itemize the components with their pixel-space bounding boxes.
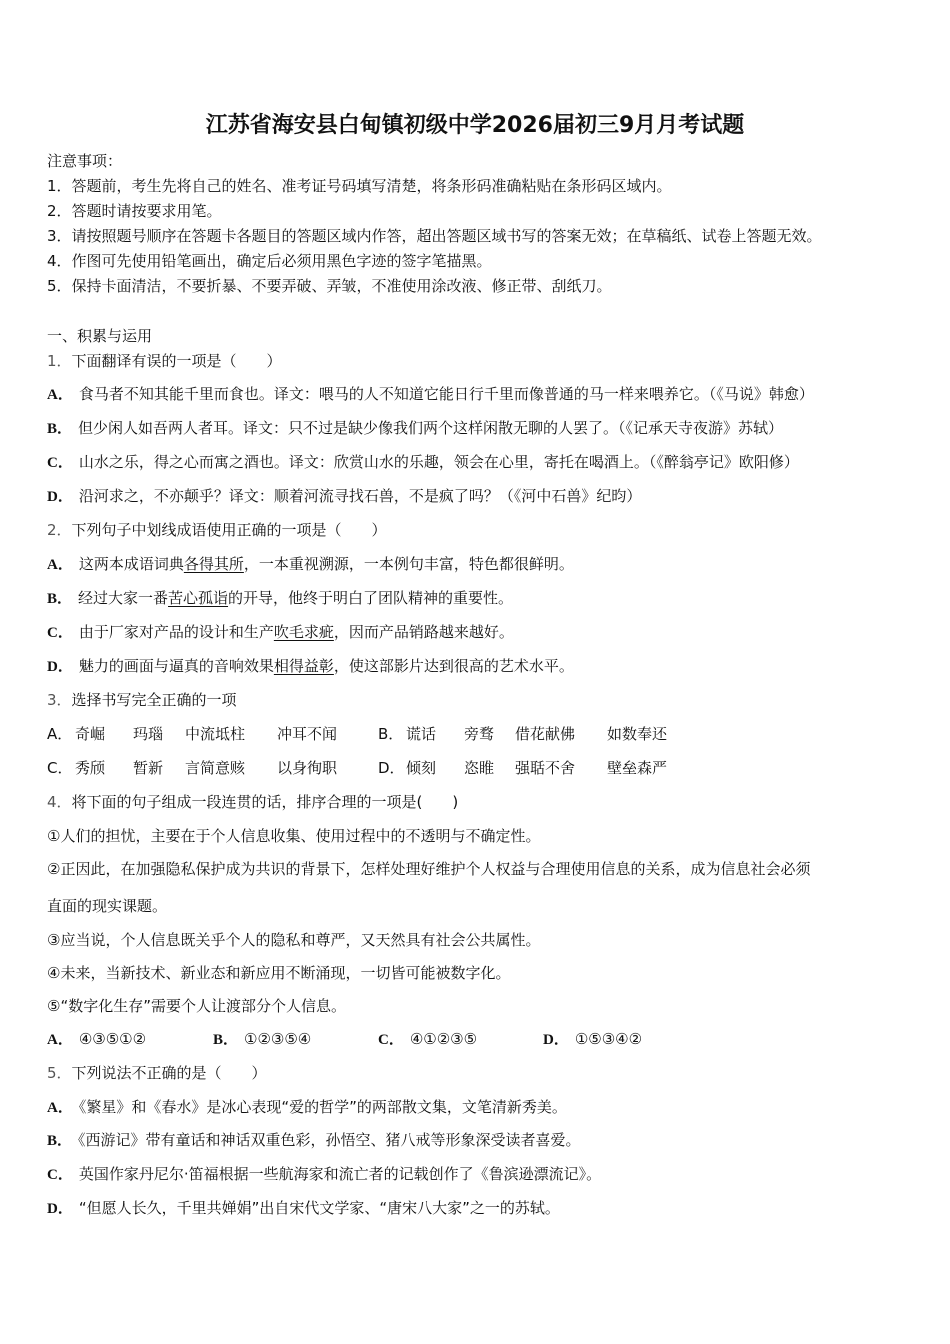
question-5-option-a — [47, 1097, 567, 1118]
question-3-stem — [47, 690, 237, 710]
question-4-option-c — [378, 1029, 477, 1050]
option-word: 中流坻柱 — [185, 725, 246, 743]
question-text: 将下面的句子组成一段连贯的话，排序合理的一项是( ) — [71, 793, 459, 811]
underlined-idiom: 苦心孤诣 — [168, 589, 229, 607]
option-word: 壁垒森严 — [607, 759, 668, 777]
underlined-idiom: 各得其所 — [183, 555, 244, 573]
question-1-option-c — [47, 452, 799, 473]
option-label: A． — [47, 387, 73, 403]
option-label: C． — [47, 1167, 73, 1183]
option-text: ①⑤③④② — [574, 1030, 643, 1048]
question-text: 下列句子中划线成语使用正确的一项是（ ） — [71, 521, 387, 539]
question-2-option-a — [47, 554, 574, 575]
question-4-option-a — [47, 1029, 146, 1050]
notes-heading: 注意事项： — [47, 152, 123, 170]
option-text: 但少闲人如吾两人者耳。译文：只不过是缺少像我们两个这样闲散无聊的人罢了。（《记承天寺夜游》苏轼） — [78, 419, 784, 437]
question-number: 1． — [47, 352, 72, 370]
option-text: 这两本成语词典 — [78, 555, 184, 573]
option-label: D． — [543, 1032, 569, 1048]
question-number: 2． — [47, 521, 72, 539]
question-3-option-a-label: A． — [47, 725, 73, 743]
question-3-option-b-label: B． — [378, 725, 404, 743]
sentence: ⑤“数字化生存”需要个人让渡部分个人信息。 — [47, 997, 346, 1015]
option-text: 由于厂家对产品的设计和生产 — [78, 623, 274, 641]
note-item: 4．作图可先使用铅笔画出，确定后必须用黑色字迹的签字笔描黑。 — [47, 252, 492, 270]
question-2-option-b — [47, 588, 513, 609]
option-word: 言简意赅 — [185, 759, 246, 777]
option-text: 英国作家丹尼尔·笛福根据一些航海家和流亡者的记载创作了《鲁滨逊漂流记》。 — [78, 1165, 602, 1183]
question-2-option-d — [47, 656, 574, 677]
question-2-option-c — [47, 622, 514, 643]
option-text: 山水之乐，得之心而寓之酒也。译文：欣赏山水的乐趣，领会在心里，寄托在喝酒上。（《醉翁亭记》欧阳修） — [78, 453, 799, 471]
option-word: 奇崛 — [75, 725, 106, 743]
question-3-option-d-label: D． — [378, 759, 405, 777]
underlined-idiom: 吹毛求疵 — [273, 623, 334, 641]
section-heading: 一、积累与运用 — [47, 327, 153, 345]
option-text: “但愿人长久，千里共婵娟”出自宋代文学家、“唐宋八大家”之一的苏轼。 — [78, 1199, 560, 1217]
note-item: 1．答题前，考生先将自己的姓名、准考证号码填写清楚，将条形码准确粘贴在条形码区域内。 — [47, 177, 672, 195]
option-word: 如数奉还 — [607, 725, 668, 743]
sentence: ③应当说，个人信息既关乎个人的隐私和尊严，又天然具有社会公共属性。 — [47, 931, 541, 949]
question-number: 4． — [47, 793, 72, 811]
option-label: D． — [47, 1201, 73, 1217]
option-word: 恣睢 — [464, 759, 495, 777]
sentence: ④未来，当新技术、新业态和新应用不断涌现，一切皆可能被数字化。 — [47, 964, 511, 982]
option-text: 魅力的画面与逼真的音响效果 — [78, 657, 274, 675]
question-number: 5． — [47, 1064, 72, 1082]
option-text: 食马者不知其能千里而食也。译文：喂马的人不知道它能日行千里而像普通的马一样来喂养它。（《马说》韩愈） — [78, 385, 814, 403]
option-label: C． — [47, 455, 73, 471]
option-text: 经过大家一番 — [78, 589, 169, 607]
option-label: B． — [47, 591, 73, 607]
question-1-stem — [47, 351, 282, 371]
option-text: ，使这部影片达到很高的艺术水平。 — [333, 657, 574, 675]
option-text: ④①②③⑤ — [409, 1030, 478, 1048]
question-4-stem — [47, 792, 458, 812]
exam-title: 江苏省海安县白甸镇初级中学2026届初三9月月考试题 — [205, 113, 745, 138]
option-label: A． — [47, 1032, 73, 1048]
option-text: ④③⑤①② — [78, 1030, 147, 1048]
question-4-option-d — [543, 1029, 642, 1050]
option-text: ，因而产品销路越来越好。 — [333, 623, 514, 641]
question-1-option-b — [47, 418, 783, 439]
option-word: 冲耳不闻 — [277, 725, 338, 743]
option-text: 《西游记》带有童话和神话双重色彩，孙悟空、猪八戒等形象深受读者喜爱。 — [78, 1131, 581, 1149]
option-word: 谎话 — [406, 725, 437, 743]
sentence: ②正因此，在加强隐私保护成为共识的背景下，怎样处理好维护个人权益与合理使用信息的关系，成为信息社会必须 — [47, 860, 811, 878]
option-label: B． — [47, 1133, 73, 1149]
question-1-option-d — [47, 486, 641, 507]
option-label: D． — [47, 489, 73, 505]
option-label: A． — [47, 557, 73, 573]
note-item: 2．答题时请按要求用笔。 — [47, 202, 222, 220]
question-number: 3． — [47, 691, 72, 709]
question-text: 选择书写完全正确的一项 — [71, 691, 237, 709]
option-label: D． — [47, 659, 73, 675]
question-2-stem — [47, 520, 387, 540]
option-word: 借花献佛 — [515, 725, 576, 743]
option-label: B． — [47, 421, 73, 437]
option-text: 的开导，他终于明白了团队精神的重要性。 — [228, 589, 514, 607]
option-label: C． — [47, 625, 73, 641]
note-item: 5．保持卡面清洁，不要折暴、不要弄破、弄皱，不准使用涂改液、修正带、刮纸刀。 — [47, 277, 612, 295]
question-1-option-a — [47, 384, 814, 405]
question-text: 下列说法不正确的是（ ） — [71, 1064, 267, 1082]
option-word: 以身徇职 — [277, 759, 338, 777]
question-5-option-b — [47, 1130, 581, 1151]
question-3-option-c-label: C． — [47, 759, 73, 777]
option-word: 玛瑙 — [133, 725, 164, 743]
option-label: C． — [378, 1032, 404, 1048]
question-4-option-b — [213, 1029, 311, 1050]
sentence-continuation: 直面的现实课题。 — [47, 897, 168, 915]
option-text: ①②③⑤④ — [244, 1030, 312, 1048]
note-item: 3．请按照题号顺序在答题卡各题目的答题区域内作答，超出答题区域书写的答案无效；在草稿纸、试卷上答题无效。 — [47, 227, 822, 245]
option-word: 倾刻 — [406, 759, 437, 777]
option-word: 暂新 — [133, 759, 164, 777]
option-text: 沿河求之，不亦颠乎？译文：顺着河流寻找石兽，不是疯了吗？（《河中石兽》纪昀） — [78, 487, 642, 505]
sentence: ①人们的担忧，主要在于个人信息收集、使用过程中的不透明与不确定性。 — [47, 827, 541, 845]
option-word: 旁骛 — [464, 725, 495, 743]
underlined-idiom: 相得益彰 — [273, 657, 334, 675]
question-5-stem — [47, 1063, 267, 1083]
option-word: 强聒不舍 — [515, 759, 576, 777]
question-5-option-c — [47, 1164, 601, 1185]
option-label: A． — [47, 1100, 73, 1116]
question-text: 下面翻译有误的一项是（ ） — [71, 352, 282, 370]
option-text: ，一本重视溯源，一本例句丰富，特色都很鲜明。 — [243, 555, 574, 573]
question-5-option-d — [47, 1198, 560, 1219]
option-word: 秀颀 — [75, 759, 106, 777]
option-text: 《繁星》和《春水》是冰心表现“爱的哲学”的两部散文集，文笔清新秀美。 — [78, 1098, 567, 1116]
option-label: B． — [213, 1032, 239, 1048]
